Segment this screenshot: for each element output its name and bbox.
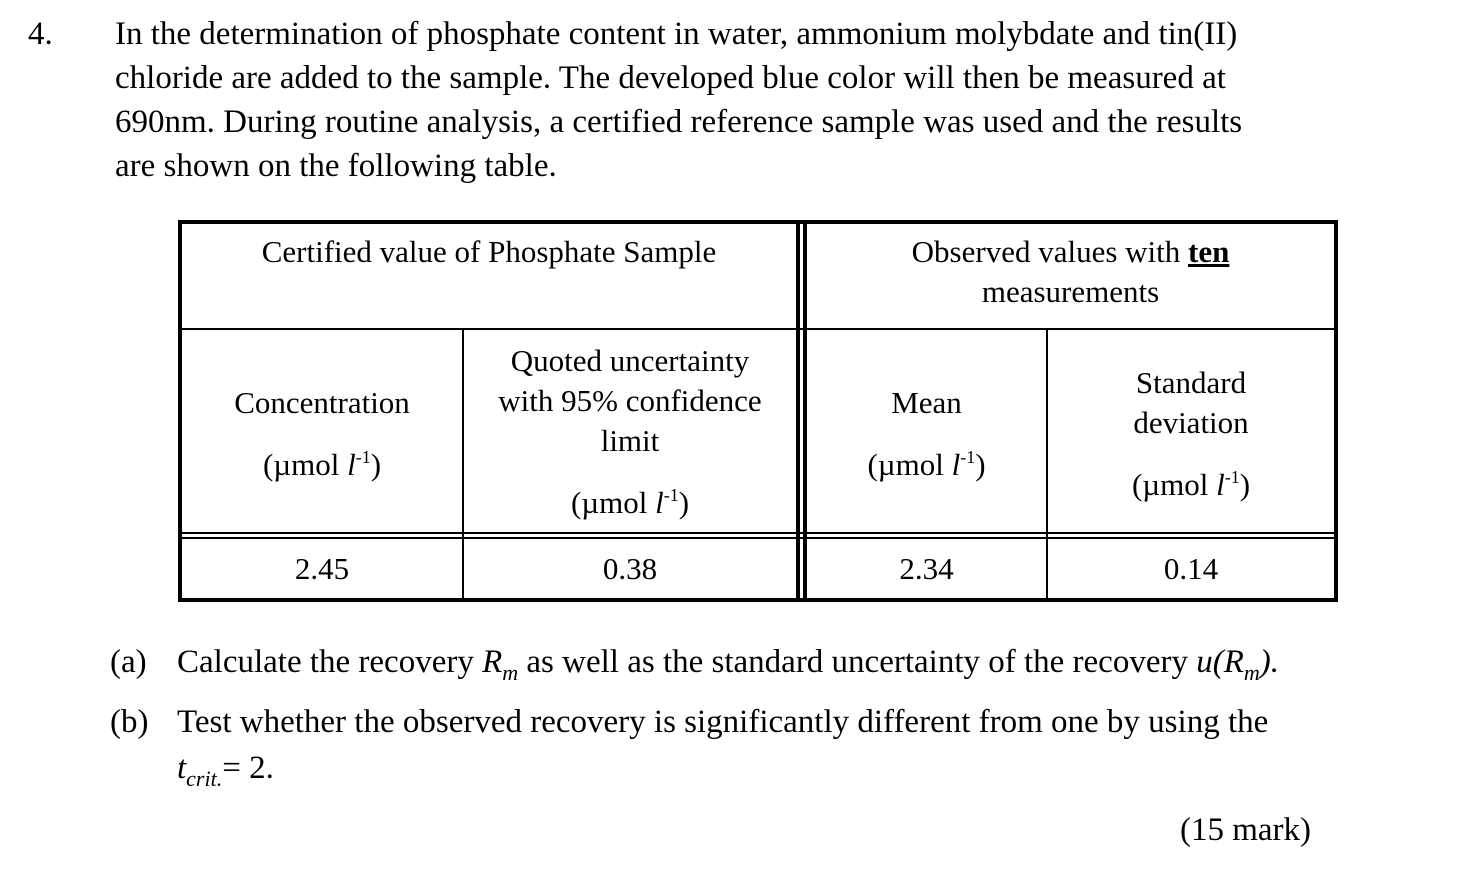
col-title-line: deviation (1133, 405, 1249, 440)
col-quoted-uncertainty (464, 332, 796, 532)
intro-line: 690nm. During routine analysis, a certified reference sample was used and the results (115, 104, 1243, 140)
observed-header-emphasis: ten (1188, 234, 1230, 269)
part-a-label: (a) (110, 644, 147, 680)
value-quoted-uncertainty (464, 539, 796, 598)
cell-value: 0.38 (602, 550, 658, 586)
cell-value: 2.34 (899, 550, 954, 586)
col-title-line: Standard (1135, 365, 1247, 400)
certified-header: Certified value of Phosphate Sample (261, 234, 717, 269)
question-number: 4. (28, 16, 53, 52)
table-rule (182, 328, 1334, 330)
table-divider (796, 224, 800, 598)
results-table (178, 220, 1338, 602)
part-b-line2: $t_{crit.}= 2$. (177, 750, 274, 791)
observed-header-prefix: Observed values with (911, 234, 1181, 269)
intro-line: chloride are added to the sample. The developed blue color will then be measured at (115, 60, 1226, 96)
question-intro (115, 12, 1455, 188)
marks-label: (15 mark) (1180, 812, 1312, 848)
cell-value: 2.45 (294, 550, 350, 586)
observed-header (912, 232, 1230, 272)
col-title: Mean (891, 385, 962, 420)
intro-line: In the determination of phosphate content in water, ammonium molybdate and tin(II) (115, 16, 1238, 52)
col-unit: (µmol $l^{-1}$) (570, 485, 690, 520)
cell-value: 0.14 (1163, 550, 1219, 586)
part-b-label: (b) (110, 704, 149, 740)
value-std-dev (1048, 539, 1334, 598)
col-title-line: Quoted uncertainty (510, 343, 750, 378)
value-concentration (182, 539, 462, 598)
col-title-line: limit (600, 423, 660, 458)
certified-header-cell (182, 224, 796, 280)
col-std-dev (1048, 336, 1334, 532)
col-unit: (µmol $l^{-1}$) (1131, 467, 1251, 502)
table-rule (182, 532, 1334, 534)
observed-header-cell (807, 228, 1334, 316)
part-b-line1: Test whether the observed recovery is significantly different from one by using the (177, 704, 1269, 740)
intro-line: are shown on the following table. (115, 148, 557, 184)
col-unit: (µmol $l^{-1}$) (867, 447, 986, 482)
part-a-text: Calculate the recovery $R_m$ as well as the standard uncertainty of the recovery $u(R_m)$. (177, 644, 1280, 685)
col-title-line: with 95% confidence (498, 383, 762, 418)
col-unit: (µmol $l^{-1}$) (262, 447, 382, 482)
col-concentration (182, 336, 462, 532)
observed-header-suffix: measurements (981, 274, 1160, 309)
col-mean (807, 336, 1046, 532)
value-mean (807, 539, 1046, 598)
col-title: Concentration (234, 385, 410, 420)
